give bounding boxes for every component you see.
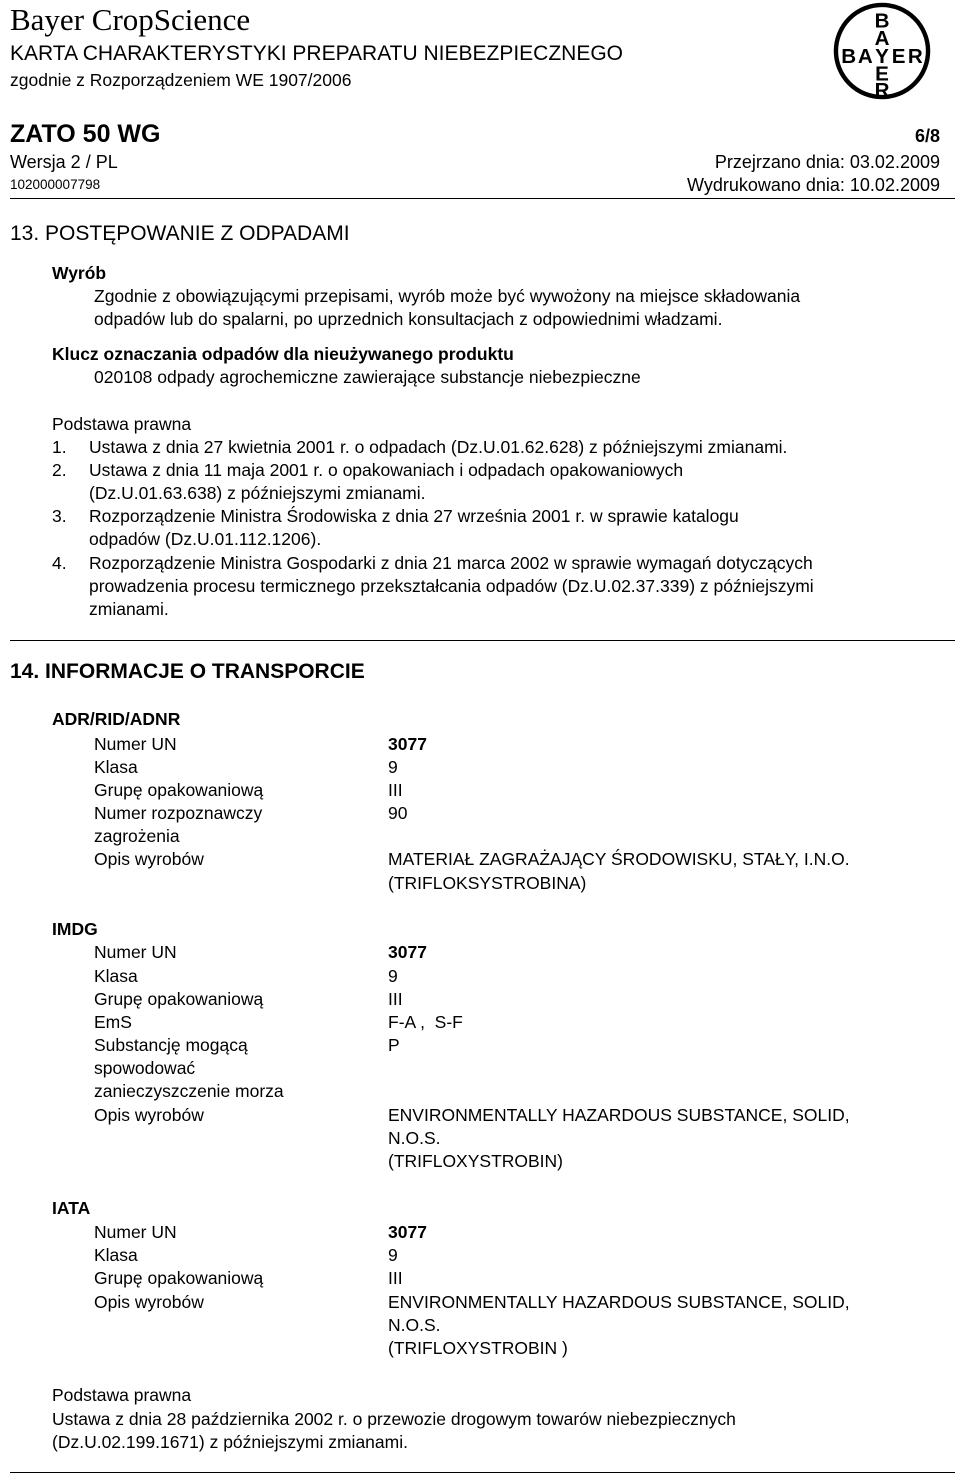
iata-description-line: (TRIFLOXYSTROBIN ) (388, 1338, 568, 1358)
adr-hazard-id-value: 90 (388, 803, 408, 823)
product-label: Wyrób (52, 263, 107, 283)
legal-basis-label: Podstawa prawna (52, 414, 192, 434)
section-divider (10, 640, 955, 641)
transport-legal-line: (Dz.U.02.199.1671) z późniejszymi zmianami. (52, 1432, 408, 1452)
logo-letter-a2: A (857, 44, 873, 68)
waste-key-text: 020108 odpady agrochemiczne zawierające substancje niebezpieczne (94, 367, 641, 387)
legal-item-line: (Dz.U.01.63.638) z późniejszymi zmianami. (89, 483, 426, 503)
section-divider (10, 1472, 955, 1473)
adr-title: ADR/RID/ADNR (52, 709, 181, 729)
legal-item-number: 2. (52, 460, 67, 480)
imdg-class-label: Klasa (94, 966, 138, 986)
logo-letter-b2: B (841, 44, 857, 68)
imdg-title: IMDG (52, 919, 98, 939)
header-divider (10, 198, 955, 199)
adr-hazard-id-label: zagrożenia (94, 826, 180, 846)
logo-letter-a: A (874, 27, 890, 51)
adr-un-value: 3077 (388, 734, 427, 754)
product-text-line-2: odpadów lub do spalarni, po uprzednich konsultacjach z odpowiednimi władzami. (94, 309, 723, 329)
legal-item-number: 4. (52, 553, 67, 573)
adr-hazard-id-label: Numer rozpoznawczy (94, 803, 263, 823)
reviewed-date: Przejrzano dnia: 03.02.2009 (714, 152, 940, 172)
legal-item-line: Ustawa z dnia 27 kwietnia 2001 r. o odpadach (Dz.U.01.62.628) z późniejszymi zmianami. (89, 437, 788, 457)
legal-item-line: zmianami. (89, 599, 169, 619)
logo-letter-r2: R (874, 79, 890, 100)
imdg-packing-group-label: Grupę opakowaniową (94, 989, 264, 1009)
printed-date: Wydrukowano dnia: 10.02.2009 (686, 175, 940, 195)
logo-letter-r: R (907, 44, 923, 68)
legal-item-line: prowadzenia procesu termicznego przekształcania odpadów (Dz.U.02.37.339) z późniejszymi (89, 576, 814, 596)
adr-description-label: Opis wyrobów (94, 849, 204, 869)
adr-un-label: Numer UN (94, 734, 177, 754)
imdg-ems-label: EmS (94, 1012, 132, 1032)
iata-description-line: ENVIRONMENTALLY HAZARDOUS SUBSTANCE, SOLID, (388, 1292, 850, 1312)
legal-item-number: 3. (52, 506, 67, 526)
imdg-description-label: Opis wyrobów (94, 1105, 204, 1125)
regulation-line: zgodnie z Rozporządzeniem WE 1907/2006 (10, 70, 352, 90)
iata-description-label: Opis wyrobów (94, 1292, 204, 1312)
document-code: 102000007798 (10, 177, 101, 192)
legal-item-line: Rozporządzenie Ministra Gospodarki z dnia 21 marca 2002 w sprawie wymagań dotyczących (89, 553, 813, 573)
iata-title: IATA (52, 1198, 91, 1218)
legal-item-line: Ustawa z dnia 11 maja 2001 r. o opakowaniach i odpadach opakowaniowych (89, 460, 684, 480)
logo-letter-b: B (874, 9, 890, 33)
iata-un-value: 3077 (388, 1222, 427, 1242)
logo-letter-e: E (891, 44, 906, 68)
product-name: ZATO 50 WG (10, 120, 161, 148)
imdg-description-line: ENVIRONMENTALLY HAZARDOUS SUBSTANCE, SOLID, (388, 1105, 850, 1125)
document-title: KARTA CHARAKTERYSTYKI PREPARATU NIEBEZPIECZNEGO (10, 42, 624, 65)
transport-legal-line: Ustawa z dnia 28 października 2002 r. o przewozie drogowym towarów niebezpiecznych (52, 1409, 736, 1429)
adr-packing-group-label: Grupę opakowaniową (94, 780, 264, 800)
iata-packing-group-label: Grupę opakowaniową (94, 1268, 264, 1288)
section-14-heading: 14. INFORMACJE O TRANSPORCIE (10, 660, 365, 683)
bayer-cross-logo (833, 2, 931, 100)
adr-class-label: Klasa (94, 757, 138, 777)
product-text-line-1: Zgodnie z obowiązującymi przepisami, wyrób może być wywożony na miejsce składowania (94, 286, 801, 306)
page-number: 6/8 (914, 126, 940, 146)
iata-un-label: Numer UN (94, 1222, 177, 1242)
imdg-class-value: 9 (388, 966, 398, 986)
iata-description-line: N.O.S. (388, 1315, 441, 1335)
imdg-packing-group-value: III (388, 989, 403, 1009)
imdg-un-label: Numer UN (94, 942, 177, 962)
adr-class-value: 9 (388, 757, 398, 777)
imdg-ems-value: F-A , S-F (388, 1012, 463, 1032)
imdg-marine-pollutant-label: zanieczyszczenie morza (94, 1081, 284, 1101)
imdg-un-value: 3077 (388, 942, 427, 962)
imdg-description-line: (TRIFLOXYSTROBIN) (388, 1151, 564, 1171)
version: Wersja 2 / PL (10, 152, 118, 172)
iata-class-value: 9 (388, 1245, 398, 1265)
company-name: Bayer CropScience (10, 2, 251, 37)
imdg-marine-pollutant-value: P (388, 1035, 400, 1055)
iata-packing-group-value: III (388, 1268, 403, 1288)
adr-description-line: MATERIAŁ ZAGRAŻAJĄCY ŚRODOWISKU, STAŁY, I.N.O. (388, 849, 850, 869)
logo-letter-e2: E (875, 62, 889, 86)
transport-legal-label: Podstawa prawna (52, 1385, 192, 1405)
legal-item-line: Rozporządzenie Ministra Środowiska z dnia 27 września 2001 r. w sprawie katalogu (89, 506, 739, 526)
imdg-marine-pollutant-label: Substancję mogącą (94, 1035, 248, 1055)
section-13-heading: 13. POSTĘPOWANIE Z ODPADAMI (10, 222, 350, 245)
adr-packing-group-value: III (388, 780, 403, 800)
logo-letter-y: Y (875, 44, 889, 68)
adr-description-line: (TRIFLOKSYSTROBINA) (388, 873, 587, 893)
legal-item-line: odpadów (Dz.U.01.112.1206). (89, 529, 322, 549)
legal-item-number: 1. (52, 437, 67, 457)
imdg-description-line: N.O.S. (388, 1128, 441, 1148)
iata-class-label: Klasa (94, 1245, 138, 1265)
waste-key-label: Klucz oznaczania odpadów dla nieużywanego produktu (52, 344, 514, 364)
imdg-marine-pollutant-label: spowodować (94, 1058, 196, 1078)
